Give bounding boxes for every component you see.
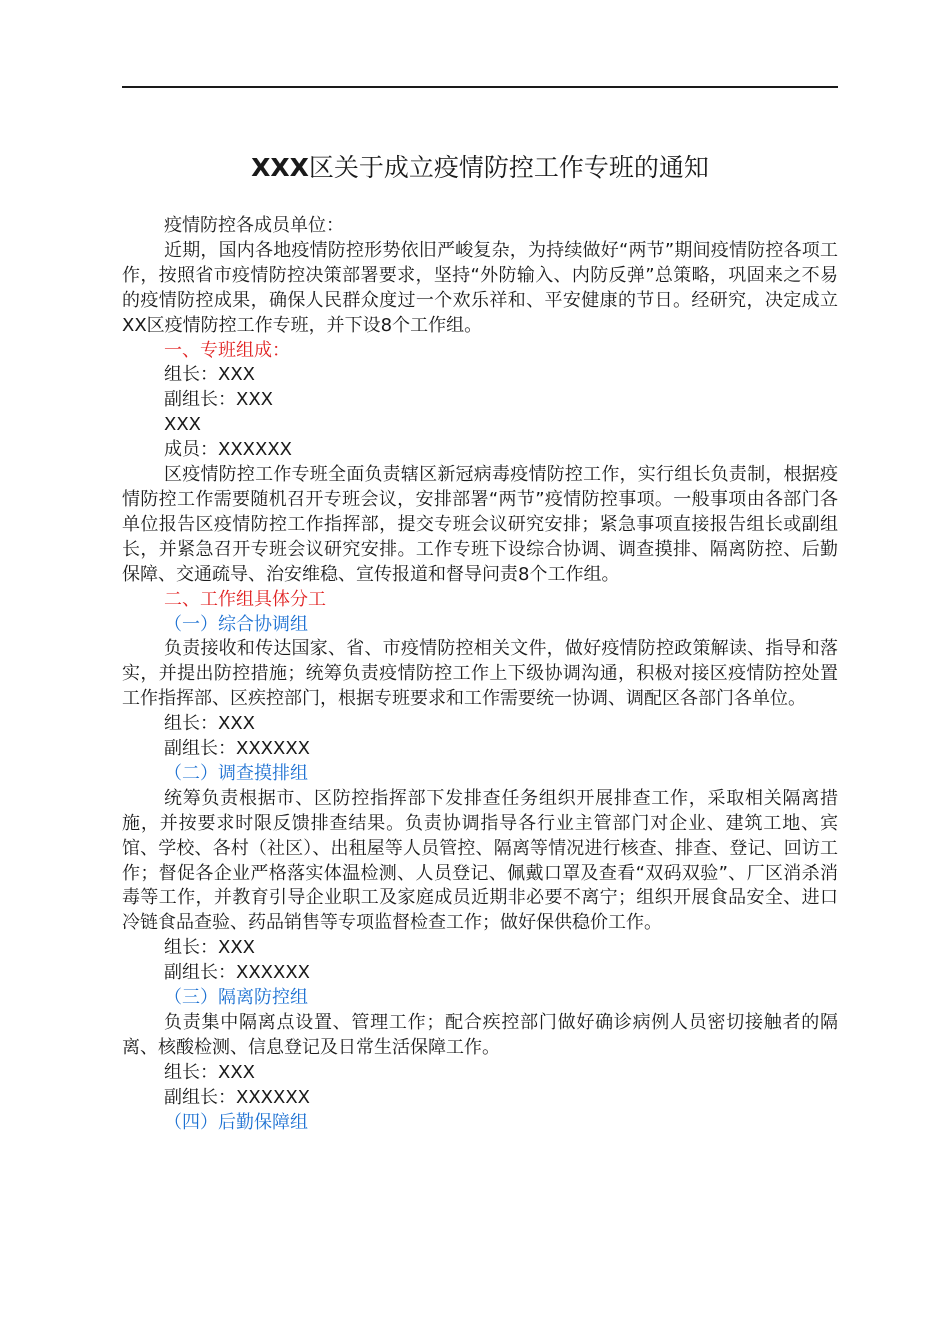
paragraph: 负责集中隔离点设置、管理工作；配合疾控部门做好确诊病例人员密切接触者的隔离、核酸检测、信息登记及日常生活保障工作。: [122, 1012, 838, 1058]
paragraph: 副组长：XXXXXX: [164, 738, 310, 760]
paragraph: 组长：XXX: [164, 364, 255, 386]
paragraph: 组长：XXX: [164, 937, 255, 959]
title-prefix: XXX: [251, 153, 309, 182]
document-body: [122, 214, 838, 1136]
title-text: 区关于成立疫情防控工作专班的通知: [308, 153, 709, 182]
paragraph: 组长：XXX: [164, 713, 255, 735]
section-heading: （一）综合协调组: [164, 613, 308, 635]
paragraph: 疫情防控各成员单位：: [164, 215, 344, 236]
paragraph: 近期，国内各地疫情防控形势依旧严峻复杂，为持续做好“两节”期间疫情防控各项工作，按照省市疫情防控决策部署要求，坚持“外防输入、内防反弹”总策略，巩固来之不易的疫情防控成果，确保人民群众度过一个欢乐祥和、平安健康的节日。经研究，决定成立XX区疫情防控工作专班，并下设8个工作组。: [122, 239, 838, 336]
paragraph: 成员：XXXXXX: [164, 439, 292, 461]
paragraph: 副组长：XXX: [164, 389, 273, 411]
paragraph: 统筹负责根据市、区防控指挥部下发排查任务组织开展排查工作，采取相关隔离措施，并按要求时限反馈排查结果。负责协调指导各行业主管部门对企业、建筑工地、宾馆、学校、各村（社区）、出租屋等人员管控、隔离等情况进行核查、排查、登记、回访工作；督促各企业严格落实体温检测、人员登记、佩戴口罩及查看“双码双验”、厂区消杀消毒等工作，并教育引导企业职工及家庭成员近期非必要不离宁；组织开展食品安全、进口冷链食品查验、药品销售等专项监督检查工作；做好保供稳价工作。: [122, 787, 838, 934]
paragraph: 副组长：XXXXXX: [164, 962, 310, 984]
paragraph: 负责接收和传达国家、省、市疫情防控相关文件，做好疫情防控政策解读、指导和落实，并提出防控措施；统筹负责疫情防控工作上下级协调沟通，积极对接区疫情防控处置工作指挥部、区疾控部门，根据专班要求和工作需要统一协调、调配区各部门各单位。: [122, 638, 838, 710]
section-heading: 一、专班组成：: [164, 339, 290, 361]
section-heading: 二、工作组具体分工: [164, 588, 326, 610]
paragraph: XXX: [164, 414, 201, 436]
paragraph: 组长：XXX: [164, 1061, 255, 1083]
section-heading: （二）调查摸排组: [164, 762, 308, 784]
header-rule: [122, 86, 838, 88]
section-heading: （三）隔离防控组: [164, 987, 308, 1009]
section-heading: （四）后勤保障组: [164, 1111, 308, 1133]
paragraph: 区疫情防控工作专班全面负责辖区新冠病毒疫情防控工作，实行组长负责制，根据疫情防控工作需要随机召开专班会议，安排部署“两节”疫情防控事项。一般事项由各部门各单位报告区疫情防控工作指挥部，提交专班会议研究安排；紧急事项直接报告组长或副组长，并紧急召开专班会议研究安排。工作专班下设综合协调、调查摸排、隔离防控、后勤保障、交通疏导、治安维稳、宣传报道和督导问责8个工作组。: [122, 464, 838, 585]
paragraph: 副组长：XXXXXX: [164, 1086, 310, 1108]
document-title: [122, 150, 838, 186]
